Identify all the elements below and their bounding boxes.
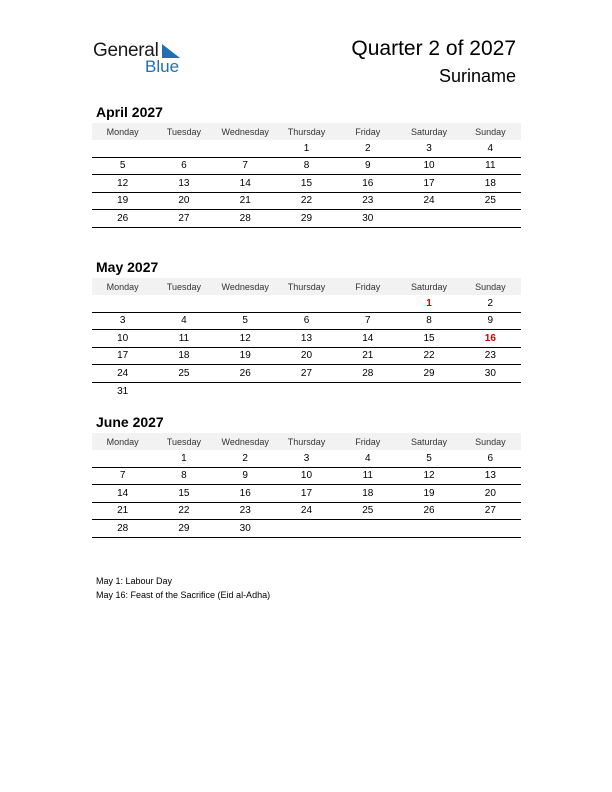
- day-cell: 18: [178, 350, 190, 362]
- day-cell: 18: [484, 177, 496, 189]
- day-cell: 22: [423, 350, 435, 362]
- weekday-label: Monday: [106, 436, 139, 447]
- week-row: [92, 468, 521, 486]
- day-cell: 11: [178, 332, 190, 344]
- day-cell: 1: [426, 297, 432, 309]
- weekday-header: [92, 433, 521, 450]
- day-cell: 9: [242, 470, 248, 482]
- day-cell: 7: [364, 315, 371, 327]
- month-may: [92, 259, 521, 400]
- day-cell: 8: [426, 315, 432, 327]
- day-cell: 20: [300, 350, 313, 362]
- day-cell: 2: [364, 142, 371, 154]
- day-cell: 28: [362, 367, 374, 379]
- weekday-label: Friday: [355, 436, 381, 447]
- week-row: [92, 210, 521, 228]
- day-cell: 21: [117, 505, 129, 517]
- week-row: [92, 295, 521, 313]
- day-cell: 23: [239, 505, 251, 517]
- week-row: [92, 365, 521, 383]
- day-cell: 31: [117, 385, 129, 397]
- day-cell: 6: [487, 452, 494, 464]
- week-row: [92, 383, 521, 401]
- day-cell: 25: [178, 367, 190, 379]
- week-row: [92, 485, 521, 503]
- day-cell: 13: [484, 470, 496, 482]
- day-cell: 15: [423, 332, 435, 344]
- day-cell: 24: [117, 367, 129, 379]
- weekday-label: Tuesday: [166, 126, 202, 137]
- day-cell: 12: [117, 177, 129, 189]
- weekday-label: Monday: [106, 281, 139, 292]
- weekday-label: Sunday: [475, 281, 506, 292]
- day-cell: 29: [300, 212, 313, 224]
- day-cell: 14: [117, 487, 129, 499]
- day-cell: 6: [181, 160, 187, 172]
- weekday-label: Saturday: [411, 126, 448, 137]
- week-row: [92, 313, 521, 331]
- weekday-header: [92, 123, 521, 140]
- week-row: [92, 193, 521, 211]
- week-row: [92, 175, 521, 193]
- day-cell: 8: [303, 160, 310, 172]
- weekday-label: Wednesday: [221, 281, 269, 292]
- weekday-label: Sunday: [475, 436, 506, 447]
- week-row: [92, 140, 521, 158]
- day-cell: 13: [178, 177, 190, 189]
- day-cell: 27: [300, 367, 313, 379]
- weekday-label: Thursday: [287, 126, 326, 137]
- day-cell: 12: [423, 470, 435, 482]
- day-cell: 19: [117, 195, 129, 207]
- logo-blue-text: Blue: [145, 57, 180, 76]
- week-row: [92, 503, 521, 521]
- day-cell: 5: [242, 315, 248, 327]
- day-cell: 8: [181, 470, 187, 482]
- weekday-label: Thursday: [287, 436, 326, 447]
- day-cell: 24: [423, 195, 435, 207]
- logo: [93, 40, 193, 80]
- day-cell: 7: [242, 160, 248, 172]
- logo-triangle-icon: [162, 44, 180, 58]
- day-cell: 29: [178, 522, 190, 534]
- month-title: June 2027: [96, 414, 164, 430]
- day-cell: 15: [300, 177, 313, 189]
- week-row: [92, 348, 521, 366]
- day-cell: 20: [484, 487, 496, 499]
- weekday-header: [92, 278, 521, 295]
- day-cell: 17: [423, 177, 435, 189]
- day-cell: 15: [178, 487, 190, 499]
- day-cell: 4: [181, 315, 187, 327]
- day-cell: 16: [484, 332, 496, 344]
- day-cell: 21: [239, 195, 251, 207]
- month-april: [92, 104, 521, 228]
- country-name: Suriname: [438, 66, 516, 86]
- holiday-note: May 16: Feast of the Sacrifice (Eid al-Adha): [96, 590, 271, 600]
- day-cell: 2: [242, 452, 248, 464]
- weekday-label: Tuesday: [166, 436, 202, 447]
- day-cell: 28: [117, 522, 129, 534]
- day-cell: 5: [426, 452, 432, 464]
- month-title: April 2027: [96, 104, 163, 120]
- weekday-label: Friday: [355, 126, 381, 137]
- logo-general-text: General: [93, 40, 159, 61]
- day-cell: 26: [117, 212, 129, 224]
- weekday-label: Saturday: [411, 281, 448, 292]
- day-cell: 2: [487, 297, 494, 309]
- day-cell: 13: [300, 332, 313, 344]
- weekday-label: Thursday: [287, 281, 326, 292]
- day-cell: 17: [300, 487, 313, 499]
- holiday-notes: [96, 574, 270, 602]
- day-cell: 27: [484, 505, 496, 517]
- day-cell: 26: [423, 505, 435, 517]
- holiday-note: May 1: Labour Day: [96, 576, 173, 586]
- day-cell: 14: [362, 332, 374, 344]
- page-title: Quarter 2 of 2027: [351, 37, 516, 60]
- day-cell: 3: [119, 315, 126, 327]
- day-cell: 23: [362, 195, 374, 207]
- day-cell: 10: [423, 160, 435, 172]
- day-cell: 4: [487, 142, 494, 154]
- day-cell: 23: [484, 350, 496, 362]
- day-cell: 25: [484, 195, 496, 207]
- day-cell: 1: [181, 452, 187, 464]
- day-cell: 12: [239, 332, 251, 344]
- day-cell: 1: [303, 142, 310, 154]
- day-cell: 19: [423, 487, 435, 499]
- weekday-label: Sunday: [475, 126, 506, 137]
- day-cell: 5: [119, 160, 126, 172]
- day-cell: 21: [362, 350, 374, 362]
- day-cell: 30: [239, 522, 251, 534]
- month-title: May 2027: [96, 259, 159, 275]
- week-row: [92, 158, 521, 176]
- day-cell: 29: [423, 367, 435, 379]
- day-cell: 14: [239, 177, 251, 189]
- day-cell: 30: [362, 212, 374, 224]
- week-row: [92, 450, 521, 468]
- day-cell: 19: [239, 350, 251, 362]
- month-june: [92, 414, 521, 538]
- day-cell: 24: [300, 505, 313, 517]
- day-cell: 7: [119, 470, 126, 482]
- day-cell: 26: [239, 367, 251, 379]
- day-cell: 30: [484, 367, 496, 379]
- day-cell: 22: [300, 195, 313, 207]
- day-cell: 4: [364, 452, 371, 464]
- week-row: [92, 330, 521, 348]
- day-cell: 22: [178, 505, 190, 517]
- day-cell: 27: [178, 212, 190, 224]
- day-cell: 10: [117, 332, 129, 344]
- day-cell: 20: [178, 195, 190, 207]
- day-cell: 16: [239, 487, 251, 499]
- day-cell: 17: [117, 350, 129, 362]
- weekday-label: Wednesday: [221, 126, 269, 137]
- week-row: [92, 520, 521, 538]
- day-cell: 25: [362, 505, 374, 517]
- weekday-label: Friday: [355, 281, 381, 292]
- day-cell: 3: [426, 142, 432, 154]
- weekday-label: Tuesday: [166, 281, 202, 292]
- day-cell: 9: [364, 160, 371, 172]
- day-cell: 9: [487, 315, 494, 327]
- day-cell: 10: [300, 470, 313, 482]
- day-cell: 18: [362, 487, 374, 499]
- weekday-label: Monday: [106, 126, 139, 137]
- day-cell: 6: [303, 315, 310, 327]
- day-cell: 28: [239, 212, 251, 224]
- day-cell: 16: [362, 177, 374, 189]
- weekday-label: Wednesday: [221, 436, 269, 447]
- day-cell: 11: [362, 470, 373, 482]
- weekday-label: Saturday: [411, 436, 448, 447]
- day-cell: 3: [303, 452, 310, 464]
- day-cell: 11: [485, 160, 496, 172]
